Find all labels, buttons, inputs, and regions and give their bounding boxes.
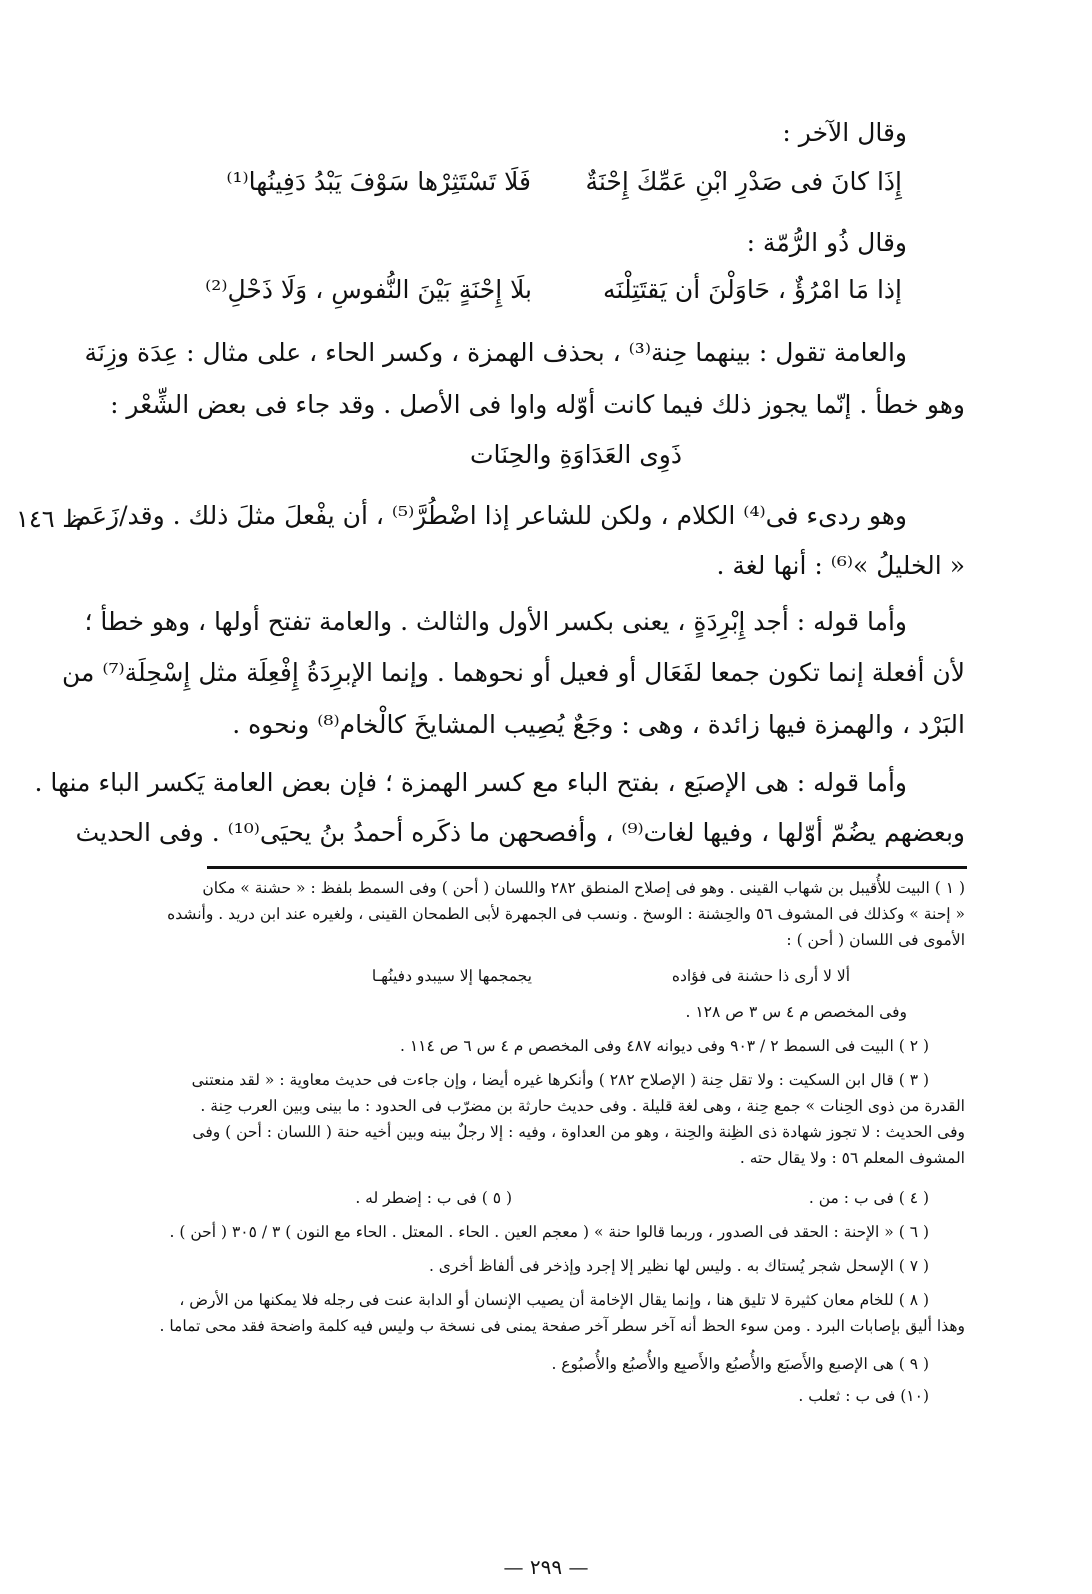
footnote-line: ( ٦ ) « الإحنة : الحقد فى الصدور ، وربما قالوا حنة » ( معجم العين . الحاء . المعتل . الحاء مع النون ) ٣ / ٣٠٥ ( أحن ) . [169,1223,929,1241]
footnote-line: ( ٥ ) فى ب : إضطر له . [355,1189,512,1207]
text-line: وهو ردىء فى⁽⁴⁾ الكلام ، ولكن للشاعر إذا اضْطُرَّ⁽⁵⁾ ، أن يفْعلَ مثلَ ذلك . وقد/زَعَم [75,501,907,530]
verse-hemistich: إذا مَا امْرُؤٌ ، حَاوَلْنَ أن يَقتَتِلْنَه [603,275,902,304]
verse-hemistich: بلَا إِحْنَةٍ بَيْنَ النُّفوسِ ، وَلَا ذَحْلِ⁽²⁾ [205,275,532,304]
footnote-line: القدرة من ذوى الحِنات » جمع حِنة ، وهى لغة قليلة . وفى حديث حارثة بن مضرّب فى الحدود : ما بينى وبين العرب حِنة . [200,1097,965,1115]
footnote-line: (١٠) فى ب : ثعلب . [798,1387,929,1405]
folio-margin-note: ظ ١٤٦ [16,505,85,533]
footnote-line: الأموى فى اللسان ( أحن ) : [786,931,965,949]
footnote-line: ( ٤ ) فى ب : من . [808,1189,929,1207]
text-line: وقال ذُو الرُّمّة : [746,228,907,257]
text-line: البَرْد ، والهمزة فيها زائدة ، وهى : وجَعٌ يُصِيب المشايخَ كالْخام⁽⁸⁾ ونحوه . [232,710,965,739]
footnote-verse: ألا لا أرى ذا حشنة فى فؤاده [671,967,850,985]
text-line: وبعضهم يضُمّ أوّلها ، وفيها لغات⁽⁹⁾ ، وأفصحهن ما ذكَره أحمدُ بنُ يحيَى⁽¹⁰⁾ . وفى الحديث [75,818,965,847]
footnote-line: ( ٩ ) هى الإصبع والأَصبَع والأُصبُع والأَصبِع والأُصبُع والأُصبُوع . [551,1355,929,1373]
text-line: « الخليلُ »⁽⁶⁾ : أنها لغة . [716,551,965,580]
footnote-line: وفى المخصص م ٤ س ٣ ص ١٢٨ . [685,1003,907,1021]
footnote-line: وهذا أليق بإصابات البرد . ومن سوء الحظ أنه آخر سطر آخر صفحة يمنى فى نسخة ب وليس فيه كلمة واضحة فقد محى تماما . [159,1317,965,1335]
text-line: لأن أفعلة إنما تكون جمعا لفَعَال أو فعيل أو نحوهما . وإنما الإبرِدَةُ إِفْعِلَة مثل إِسْحِلَة⁽⁷⁾ من [61,658,965,687]
footnote-line: ( ٢ ) البيت فى السمط ٢ / ٩٠٣ وفى ديوانه ٤٨٧ وفى المخصص م ٤ س ٦ ص ١١٤ . [399,1037,929,1055]
verse-hemistich: إِذَا كانَ فى صَدْرِ ابْنِ عَمِّكَ إِحْنَةٌ [585,167,902,196]
footnote-verse: يجمجمها إلا سيبدو دفينُهـا [371,967,532,985]
footnote-divider [207,866,967,869]
verse-quote: ذَوِى العَدَاوَةِ والحِنَات [470,440,682,469]
footnote-line: وفى الحديث : لا تجوز شهادة ذى الظِنة والحِنة ، وهو من العداوة ، وفيه : إلا رجلٌ بينه وبين أخيه حنة ( اللسان : أحن ) وفى [192,1123,965,1141]
text-line: وهو خطأ . إنّما يجوز ذلك فيما كانت أوّله واوا فى الأصل . وقد جاء فى بعض الشِّعْر : [110,390,965,419]
footnote-line: ( ٨ ) للخام معان كثيرة لا تليق هنا ، وإنما يقال الإخامة أن يصيب الإنسان أو الدابة عنت فى رجله فلا يمكنها من الأرض ، [179,1291,929,1309]
text-line: وأما قوله : هى الإصبَع ، بفتح الباء مع كسر الهمزة ؛ فإن بعض العامة يَكسر الباء منها . [34,768,907,797]
text-line: وأما قوله : أجد إِبْرِدَةٍ ، يعنى بكسر الأول والثالث . والعامة تفتح أولها ، وهو خطأ ؛ [84,607,907,636]
footnote-line: ( ٧ ) الإسحل شجر يُستاك به . وليس لها نظير إلا إجرد وإذخر فى ألفاظ أخرى . [428,1257,929,1275]
footnote-line: ( ١ ) البيت للأُقيبل بن شهاب القينى . وهو فى إصلاح المنطق ٢٨٢ واللسان ( أحن ) وفى السمط بلفظ : « حشنة » مكان [202,879,965,897]
footnote-line: ( ٣ ) قال ابن السكيت : ولا تقل حِنة ( الإصلاح ٢٨٢ ) وأنكرها غيره أيضا ، وإن جاءت فى حديث معاوية : « لقد منعتنى [191,1071,929,1089]
page-number: — ٢٩٩ — [503,1555,589,1579]
footnote-line: المشوف المعلم ٥٦ : ولا يقال حته . [739,1149,965,1167]
verse-hemistich: فَلَا تَسْتَثِرْها سَوْفَ يَبْدُ دَفِينُها⁽¹⁾ [226,167,531,196]
text-line: والعامة تقول : بينهما حِنة⁽³⁾ ، بحذف الهمزة ، وكسر الحاء ، على مثال : عِدَة وزِنَة [84,338,907,367]
text-line: وقال الآخر : [782,118,907,147]
footnote-line: « إحنة » وكذلك فى المشوف ٥٦ والحِشنة : الوسخ . ونسب فى الجمهرة لأبى الطمحان القينى ، ولغيره عند ابن دريد . وأنشده [167,905,965,923]
